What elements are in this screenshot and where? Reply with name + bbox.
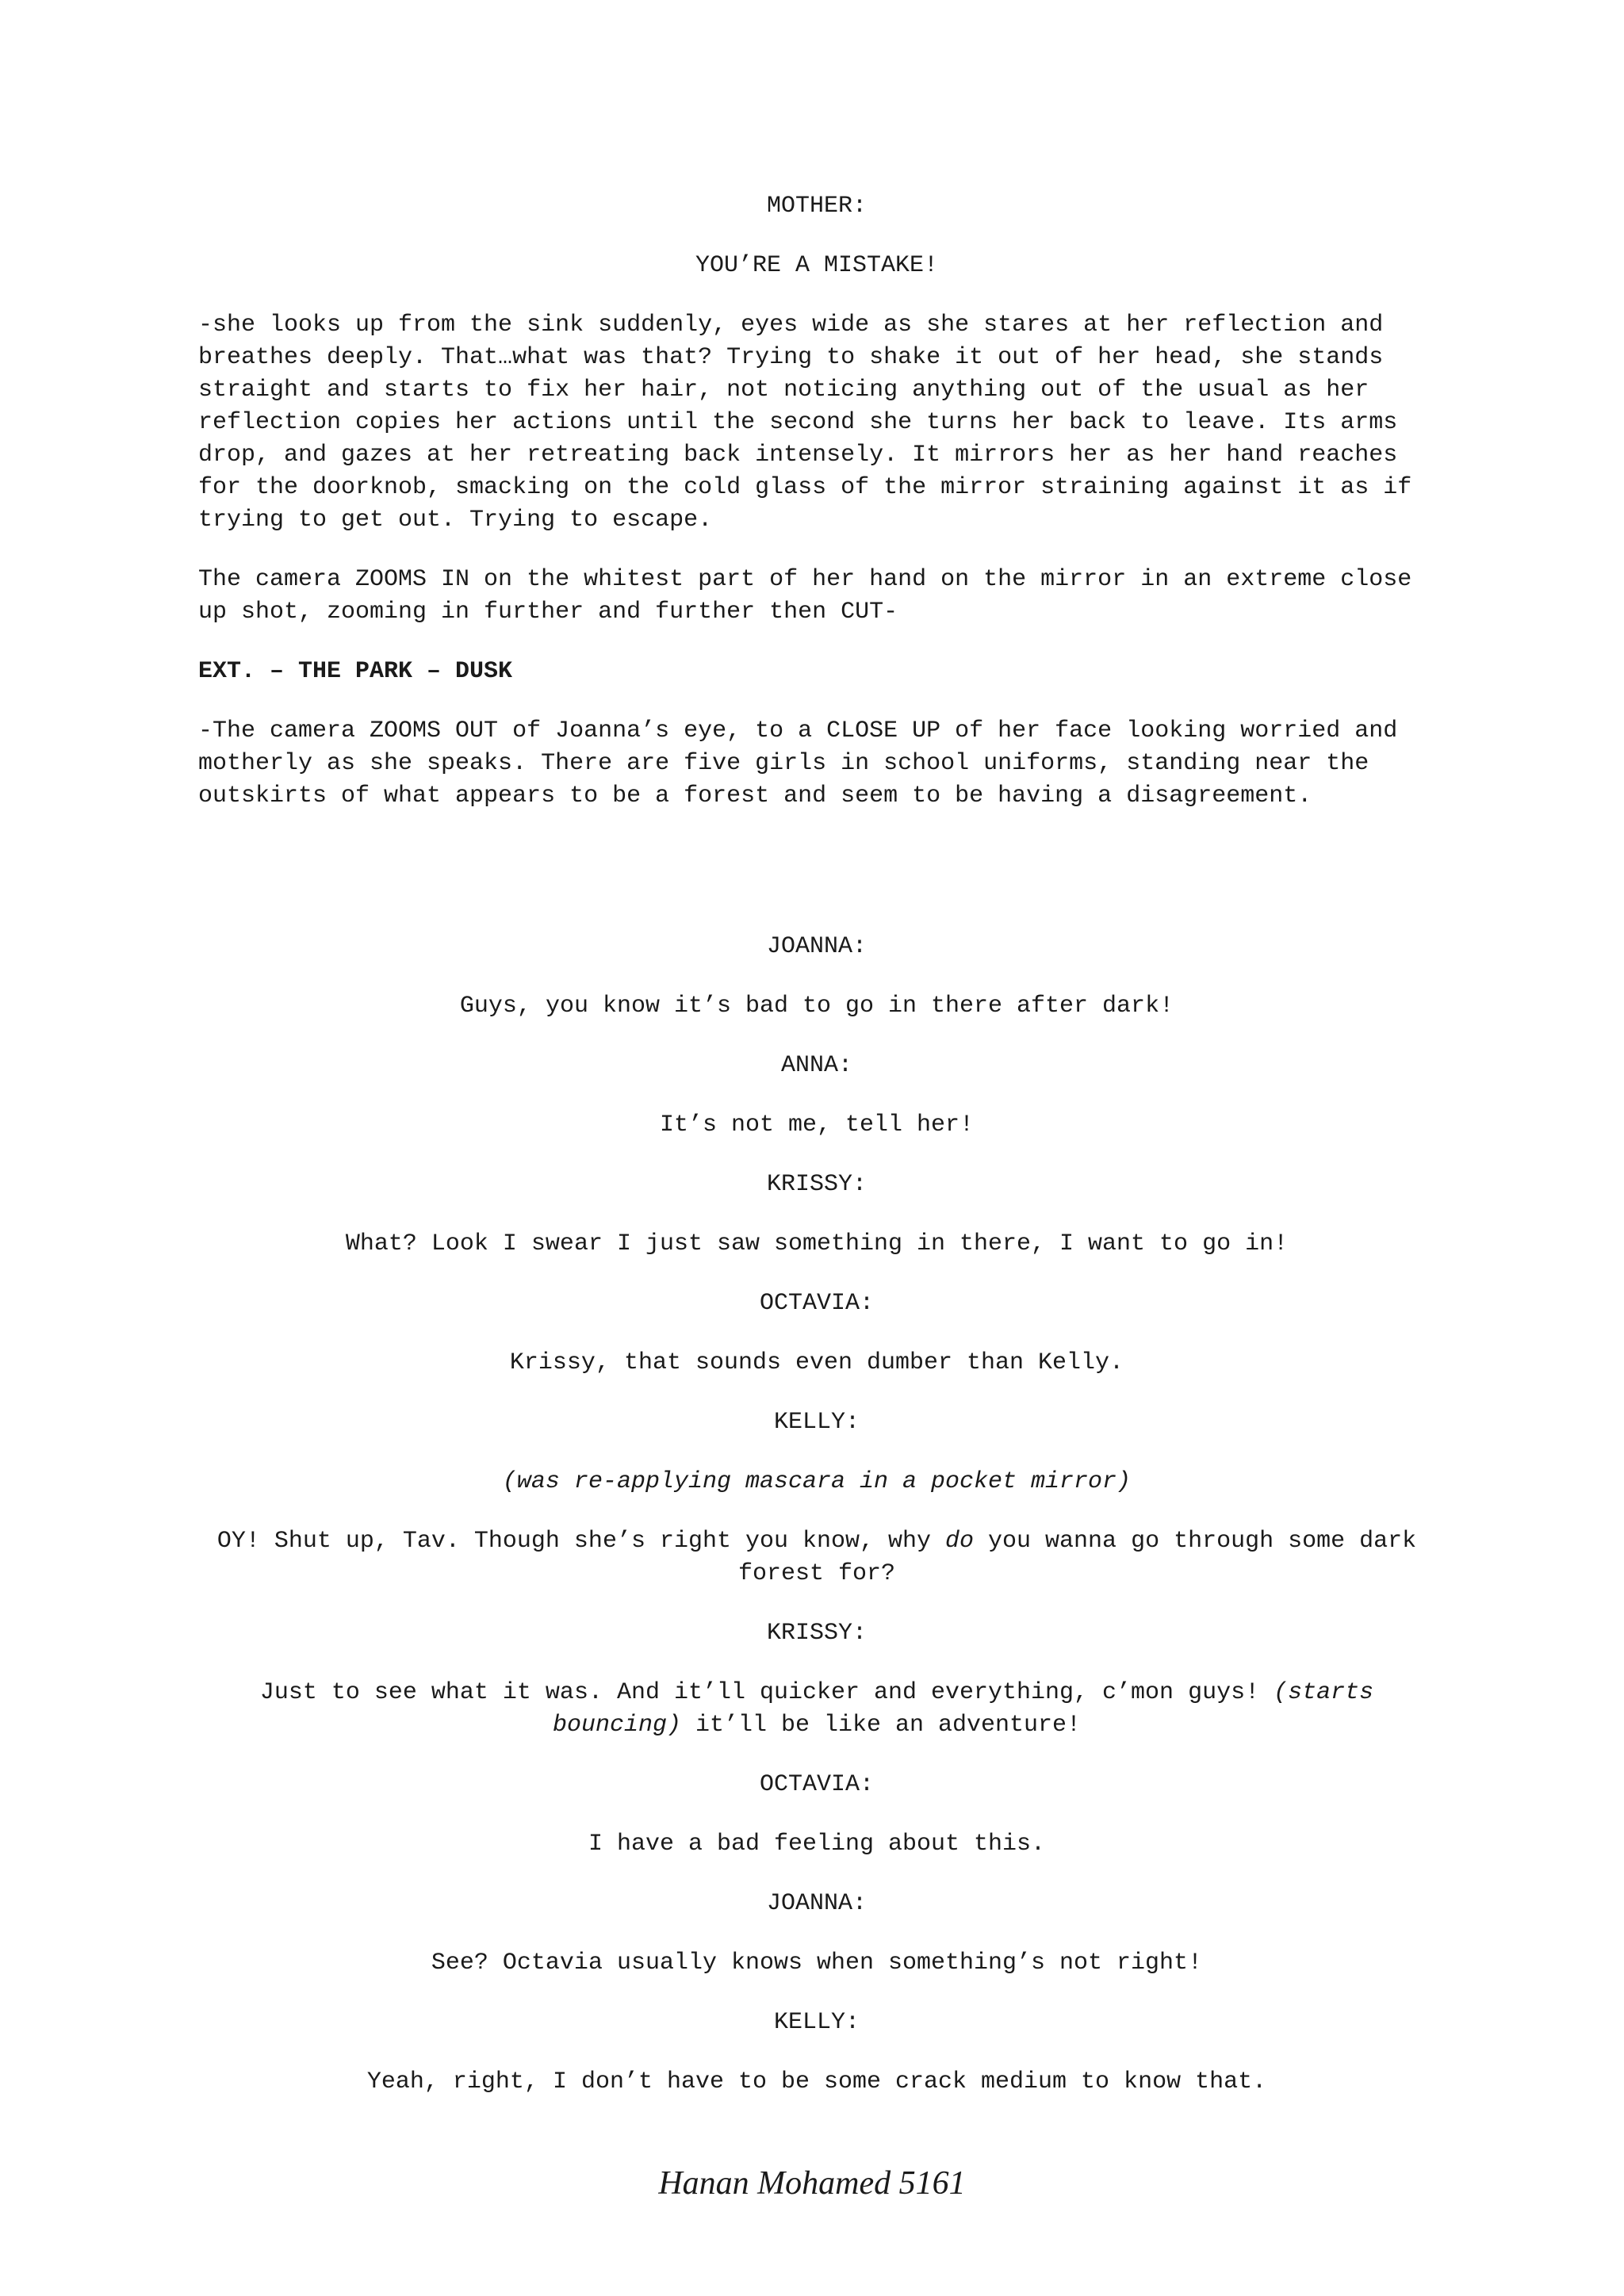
action-paragraph: -The camera ZOOMS OUT of Joanna’s eye, to a CLOSE UP of her face looking worried and motherly as she speaks. There are five girls in school uniforms, standing near the outskirts of what appears to be a forest and seem to be having a disagreement. xyxy=(198,718,1398,809)
dialogue-line: Krissy, that sounds even dumber than Kelly. xyxy=(509,1349,1124,1376)
character-cue-octavia: OCTAVIA: xyxy=(759,1771,875,1798)
character-cue-krissy: KRISSY: xyxy=(766,1620,868,1647)
character-cue-kelly: KELLY: xyxy=(773,1409,860,1436)
dialogue-line: See? Octavia usually knows when something’s not right! xyxy=(431,1950,1203,1976)
scene-heading: EXT. – THE PARK – DUSK xyxy=(198,658,513,685)
dialogue-line xyxy=(198,1677,1435,1742)
dialogue-line: I have a bad feeling about this. xyxy=(588,1831,1046,1858)
action-paragraph: The camera ZOOMS IN on the whitest part of her hand on the mirror in an extreme close up shot, zooming in further and further then CUT- xyxy=(198,566,1412,626)
dialogue-line: What? Look I swear I just saw something in there, I want to go in! xyxy=(345,1230,1289,1257)
spacer xyxy=(198,840,1435,931)
parenthetical: (was re-applying mascara in a pocket mirror) xyxy=(502,1468,1132,1495)
dialogue-line: YOU’RE A MISTAKE! xyxy=(695,252,939,279)
dialogue-text: you wanna go through some dark forest for? xyxy=(737,1528,1417,1587)
dialogue-text: OY! Shut up, Tav. Though she’s right you know, why xyxy=(216,1528,946,1555)
character-cue-anna: ANNA: xyxy=(780,1052,852,1079)
stage-direction: (starts bouncing) xyxy=(552,1679,1374,1739)
character-cue-kelly: KELLY: xyxy=(773,2009,860,2036)
dialogue-emphasis: do xyxy=(945,1528,975,1555)
character-cue-joanna: JOANNA: xyxy=(766,1890,868,1917)
author-signature: Hanan Mohamed 5161 xyxy=(658,2165,966,2202)
action-paragraph: -she looks up from the sink suddenly, eyes wide as she stares at her reflection and breathes deeply. That…what was that? Trying to shake it out of her head, she stands straight and starts to fix her hair, not noticing anything out of the usual as her reflection copies her actions until the second she turns her back to leave. Its arms drop, and gazes at her retreating back intensely. It mirrors her as her hand reaches for the doorknob, smacking on the cold glass of the mirror straining against it as if trying to get out. Trying to escape. xyxy=(198,312,1412,534)
script-body xyxy=(198,190,1435,2126)
character-cue-mother: MOTHER: xyxy=(766,193,868,220)
dialogue-line xyxy=(198,1525,1435,1590)
dialogue-text: Just to see what it was. And it’ll quicker and everything, c’mon guys! xyxy=(259,1679,1274,1706)
dialogue-text: it’ll be like an adventure! xyxy=(680,1712,1082,1739)
character-cue-krissy: KRISSY: xyxy=(766,1171,868,1198)
character-cue-joanna: JOANNA: xyxy=(766,933,868,960)
dialogue-line: It’s not me, tell her! xyxy=(659,1112,975,1138)
character-cue-octavia: OCTAVIA: xyxy=(759,1290,875,1317)
dialogue-line: Yeah, right, I don’t have to be some crack medium to know that. xyxy=(366,2068,1267,2095)
dialogue-line: Guys, you know it’s bad to go in there after dark! xyxy=(459,993,1174,1020)
